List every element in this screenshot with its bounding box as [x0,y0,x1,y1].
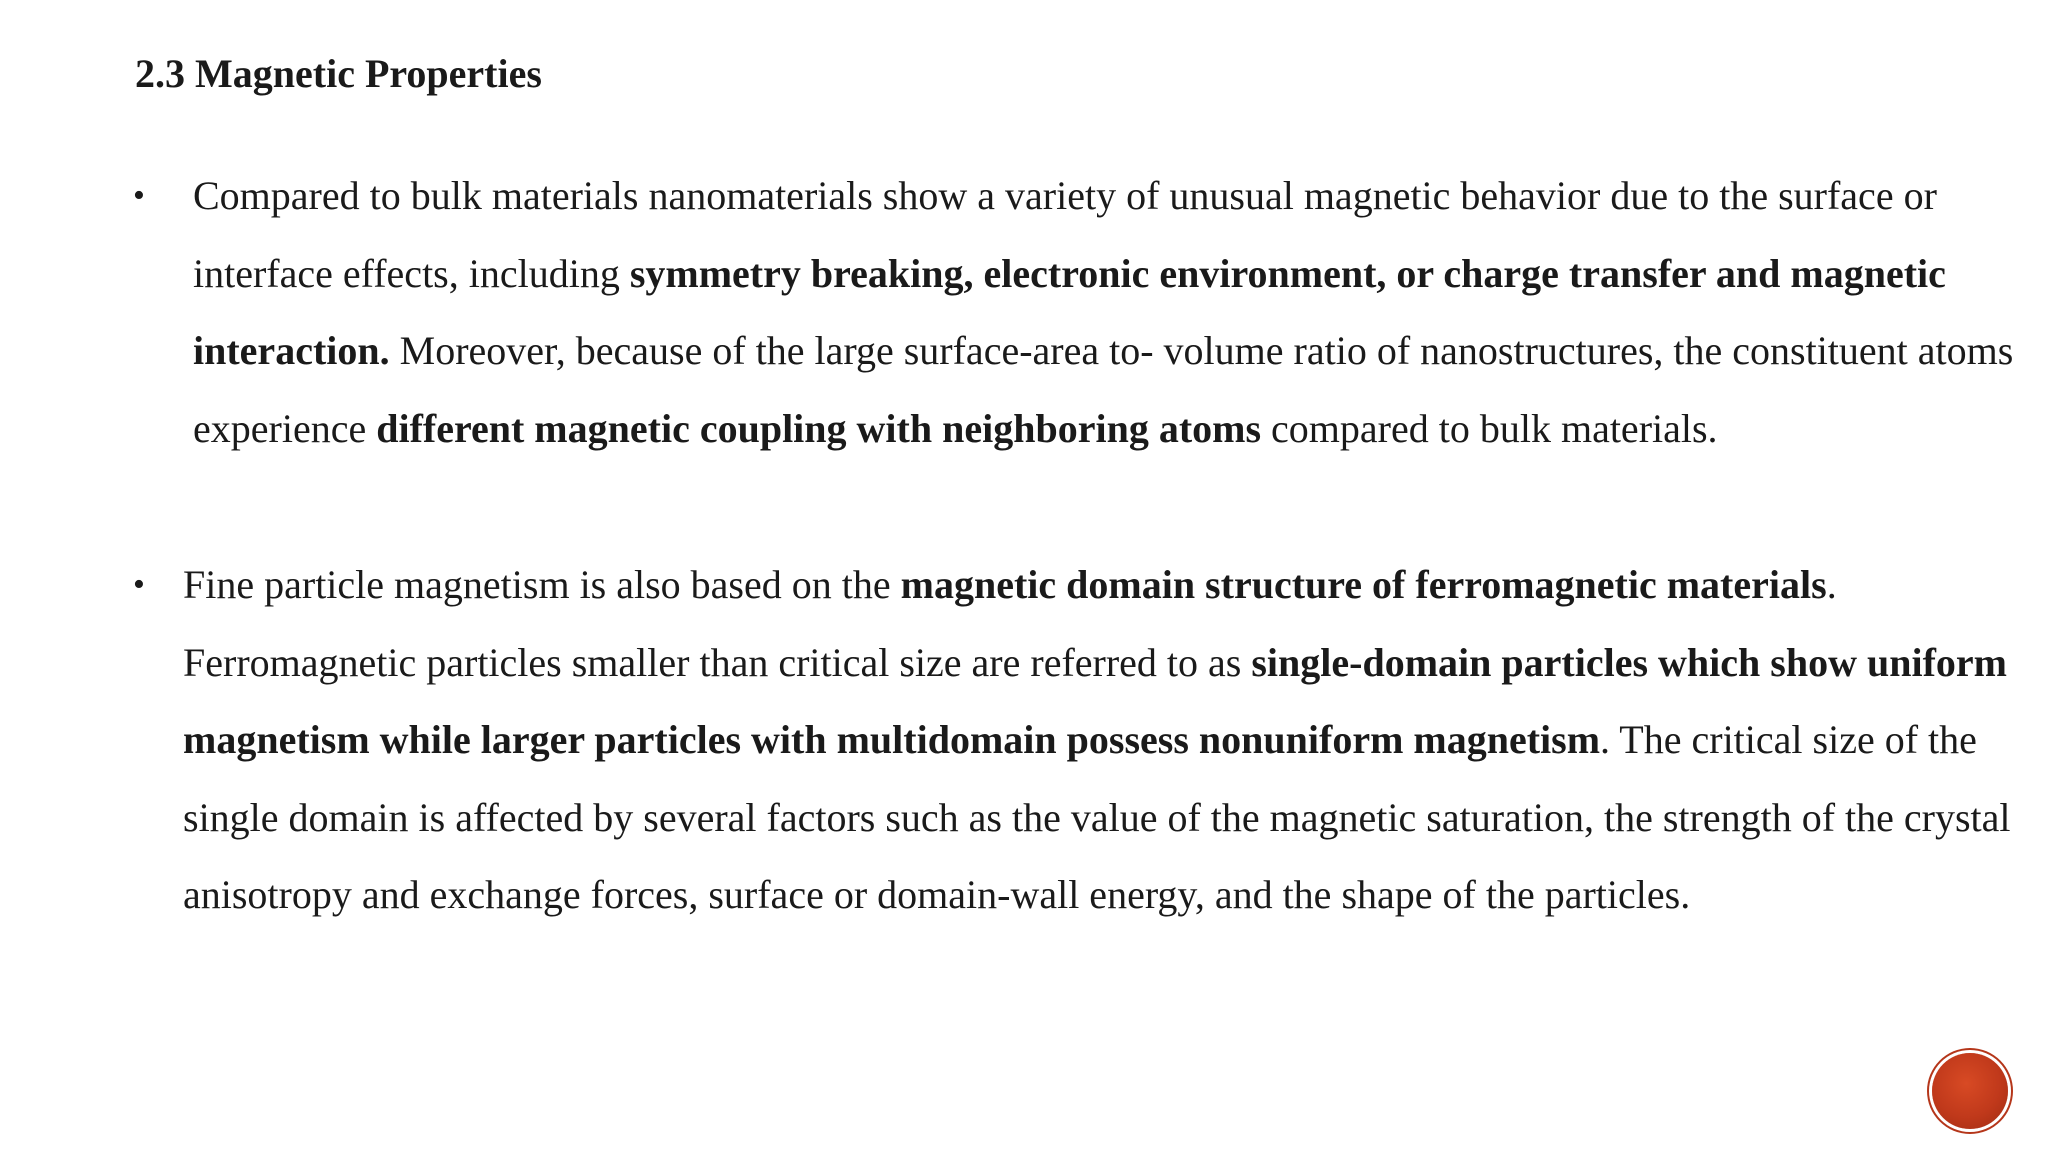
bullet-segment: Compared to bulk materials nanomaterials show a variety of unusual magnetic behavior due to the surface or interface effects, including [193,173,1937,296]
bullet-segment: Fine particle magnetism is also based on the [183,562,901,607]
bullet-segment: . Ferromagnetic particles smaller than critical size are referred to as [183,562,1837,685]
bullet-item [133,546,2013,1016]
bullet-segment: Moreover, because of the large surface-area to- volume ratio of nanostructures, the constituent atoms experience [193,328,2014,451]
bullet-segment-bold: different magnetic coupling with neighboring atoms [376,405,1262,451]
bullet-segment-bold: magnetic domain structure of ferromagnetic materials [900,562,1827,607]
bullet-segment: . The critical size of the single domain is affected by several factors such as the value of the magnetic saturation, the strength of the crystal anisotropy and exchange forces, surface or domain-wall energy, and the shape of the particles. [183,717,2011,917]
bullet-segment: compared to bulk materials. [1261,405,1718,451]
slide-title: 2.3 Magnetic Properties [135,51,542,96]
bullet-segment-bold: symmetry breaking, electronic environment, or charge transfer and magnetic interaction. [193,250,1946,373]
bullet-text [193,157,2043,467]
bullet-text [183,546,2043,934]
decorative-circle-badge [1932,1053,2008,1129]
bullet-marker: • [133,566,145,603]
bullet-item [133,157,2013,547]
bullet-segment-bold: single-domain particles which show uniform magnetism while larger particles with multidomain possess nonuniform magnetism [183,639,2007,762]
bullet-marker: • [133,177,145,214]
